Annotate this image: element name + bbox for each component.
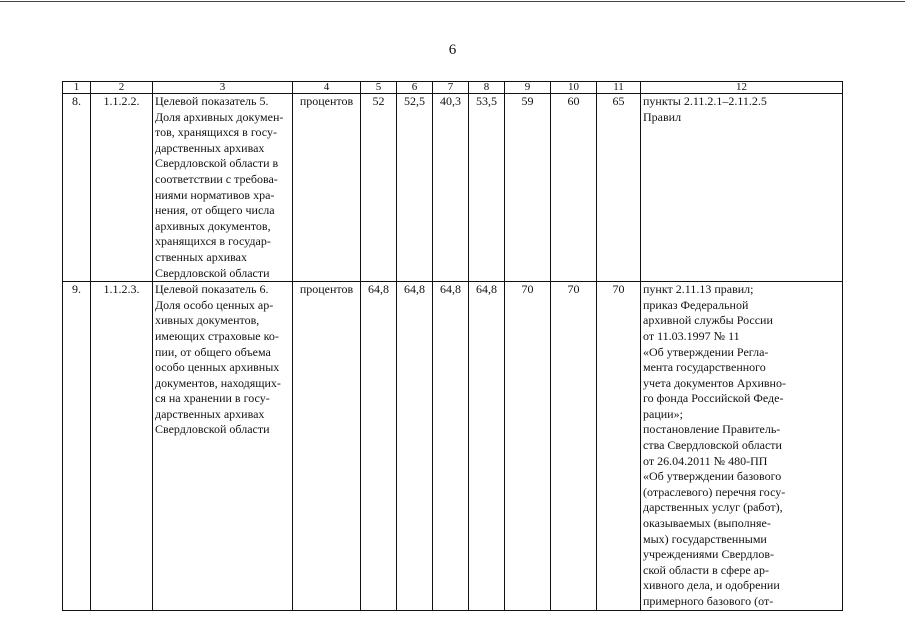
row-unit: процентов [293,282,361,610]
source-line: архивной службы России [643,313,773,328]
description-line: дарственных архивах [155,406,265,421]
description-line: Целевой показатель 6. [155,282,269,297]
description-line: Доля архивных докумен- [155,109,284,124]
description-line: соответствии с требова- [155,171,278,186]
source-line: пункты 2.11.2.1–2.11.2.5 [643,94,767,108]
source-line: мента государственного [643,360,766,375]
description-line: ственных архивах [155,249,247,264]
header-cell: 7 [433,82,469,94]
source-line: ства Свердловской области [643,438,782,453]
table-row [63,282,843,610]
source-line: примерного базового (от- [643,594,774,608]
value-cell: 40,3 [433,94,469,282]
header-cell: 1 [63,82,91,94]
header-cell: 2 [91,82,153,94]
value-cell: 70 [551,282,597,610]
value-cell: 64,8 [397,282,433,610]
header-cell: 8 [469,82,505,94]
description-line: ниями нормативов хра- [155,187,275,202]
description-line: Доля особо ценных ар- [155,297,274,312]
source-line: учреждениями Свердлов- [643,547,774,562]
description-line: дарственных архивах [155,140,265,155]
source-line: рации»; [643,406,683,421]
header-cell: 10 [551,82,597,94]
source-line: мых) государственными [643,531,767,546]
value-cell: 59 [505,94,551,282]
value-cell: 52 [361,94,397,282]
source-line: дарственных услуг (работ), [643,500,783,515]
description-line: пии, от общего объема [155,344,271,359]
row-description [153,282,293,610]
source-line: го фонда Российской Феде- [643,391,784,406]
header-cell: 6 [397,82,433,94]
source-line: приказ Федеральной [643,297,749,312]
source-line: Правил [643,109,682,124]
value-cell: 64,8 [361,282,397,610]
header-cell: 3 [153,82,293,94]
top-rule [0,1,905,2]
row-code: 1.1.2.2. [91,94,153,282]
header-cell: 5 [361,82,397,94]
header-row [63,82,843,94]
source-line: постановление Правитель- [643,422,781,437]
value-cell: 64,8 [433,282,469,610]
indicators-table [62,81,843,611]
row-source [641,282,843,610]
table-row [63,94,843,282]
source-line: «Об утверждении базового [643,469,782,484]
description-line: особо ценных архивных [155,360,280,375]
description-line: ся на хранении в госу- [155,391,270,406]
row-description [153,94,293,282]
description-line: нения, от общего числа [155,203,275,218]
source-line: «Об утверждении Регла- [643,344,769,359]
description-line: архивных документов, [155,218,271,233]
source-line: пункт 2.11.13 правил; [643,282,754,297]
value-cell: 70 [597,282,641,610]
source-line: от 26.04.2011 № 480-ПП [643,453,768,468]
value-cell: 52,5 [397,94,433,282]
source-line: ской области в сфере ар- [643,562,769,577]
description-line: тов, хранящихся в госу- [155,125,277,140]
header-cell: 9 [505,82,551,94]
row-number: 9. [63,282,91,610]
source-line: хивного дела, и одобрении [643,578,780,593]
row-source [641,94,843,282]
description-line: хивных документов, [155,313,260,328]
description-line: документов, находящих- [155,375,281,390]
header-cell: 12 [641,82,843,94]
row-unit: процентов [293,94,361,282]
value-cell: 64,8 [469,282,505,610]
value-cell: 60 [551,94,597,282]
source-line: оказываемых (выполняе- [643,516,771,531]
description-line: хранящихся в государ- [155,234,271,249]
page-number: 6 [448,42,457,58]
description-line: Целевой показатель 5. [155,94,269,108]
row-code: 1.1.2.3. [91,282,153,610]
description-line: имеющих страховые ко- [155,328,279,343]
row-number: 8. [63,94,91,282]
value-cell: 70 [505,282,551,610]
source-line: учета документов Архивно- [643,375,786,390]
source-line: (отраслевого) перечня госу- [643,484,786,499]
description-line: Свердловской области [155,422,270,437]
description-line: Свердловской области [155,265,270,280]
value-cell: 65 [597,94,641,282]
header-cell: 11 [597,82,641,94]
header-cell: 4 [293,82,361,94]
description-line: Свердловской области в [155,156,279,171]
value-cell: 53,5 [469,94,505,282]
source-line: от 11.03.1997 № 11 [643,328,740,343]
